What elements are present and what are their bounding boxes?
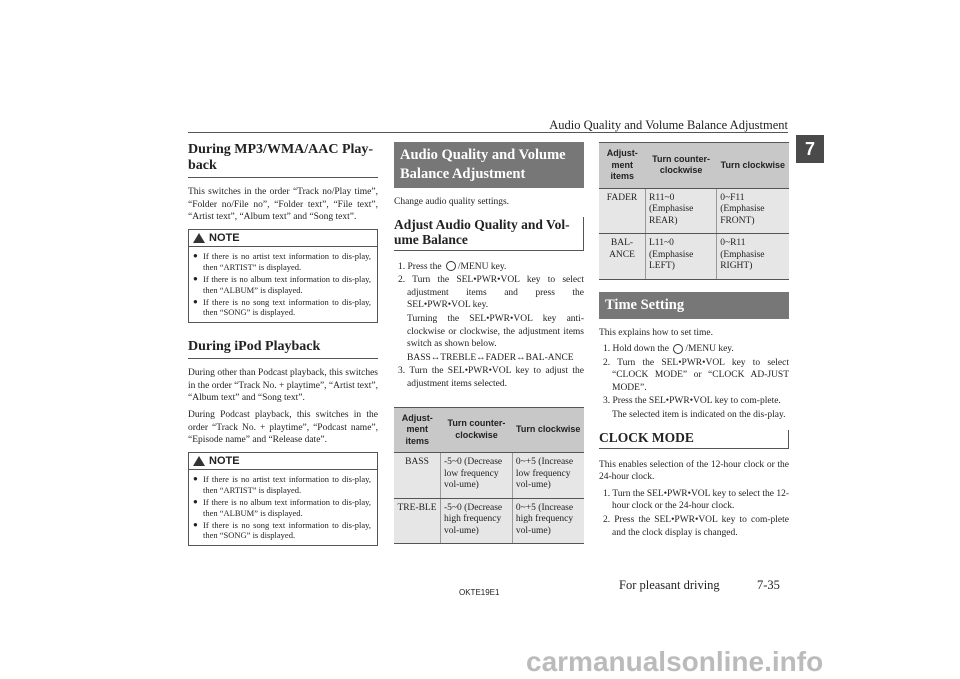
step-1: 1. Press the /MENU key. <box>398 261 507 272</box>
ipod-heading: During iPod Playback <box>188 339 378 359</box>
step-2-detail: Turning the SEL•PWR•VOL key anti-clockwise or clockwise, the adjustment items switch as shown below. <box>407 313 584 350</box>
time-step-2: 2. Turn the SEL•PWR•VOL key to select “CLOCK MODE” or “CLOCK AD-JUST MODE”. <box>603 357 789 393</box>
menu-key-icon <box>673 344 683 354</box>
note-item: ● If there is no album text information to dis-play, then “ALBUM” is displayed. <box>203 274 371 296</box>
warning-icon <box>193 233 205 243</box>
clock-step-1: 1. Turn the SEL•PWR•VOL key to select the 12-hour clock or the 24-hour clock. <box>603 488 789 512</box>
chapter-tab: 7 <box>796 135 824 163</box>
step-3: 3. Turn the SEL•PWR•VOL key to adjust the adjustment items selected. <box>398 366 584 389</box>
table-header: Turn clockwise <box>512 407 584 453</box>
clock-text: This enables selection of the 12-hour clock or the 24-hour clock. <box>599 459 789 483</box>
table-row: FADER R11~0 (Emphasise REAR) 0~F11 (Emphasise FRONT) <box>599 188 789 234</box>
warning-icon <box>193 456 205 466</box>
column-2 <box>394 142 584 552</box>
note-header <box>189 453 377 471</box>
ipod-text-2: During Podcast playback, this switches in the order “Track No. + playtime”, “Podcast name”, “Episode name” and “Release date”. <box>188 409 378 446</box>
table-header: Turn counter-clockwise <box>441 407 513 453</box>
note-header <box>189 230 377 248</box>
header-rule <box>188 132 788 133</box>
intro-text: Change audio quality settings. <box>394 197 510 207</box>
time-intro: This explains how to set time. <box>599 327 713 338</box>
subsection-heading: Adjust Audio Quality and Vol-ume Balance <box>394 217 584 251</box>
time-step-1: 1. Hold down the /MENU key. <box>603 344 734 355</box>
note-label: NOTE <box>209 454 240 467</box>
document-code: OKTE19E1 <box>459 588 500 597</box>
running-title: Audio Quality and Volume Balance Adjustment <box>549 118 788 132</box>
ipod-text-1: During other than Podcast playback, this switches in the order “Track No. + playtime”, “Artist text”, “Album text” and “Song text”. <box>188 368 378 404</box>
time-step-3-detail: The selected item is indicated on the dis-play. <box>612 410 786 421</box>
table-row: TRE-BLE -5~0 (Decrease high frequency vol-ume) 0~+5 (Increase high frequency vol-ume) <box>394 498 584 544</box>
mp3-text: This switches in the order “Track no/Play time”, “Folder no/File no”, “Folder text”, “File text”, “Artist text”, “Album text” and “Song text”. <box>188 187 378 223</box>
table-header: Turn clockwise <box>717 143 789 189</box>
mp3-heading: During MP3/WMA/AAC Play-back <box>188 142 378 178</box>
note-item: ● If there is no artist text information to dis-play, then “ARTIST” is displayed. <box>203 251 371 273</box>
note-item: ● If there is no album text information to dis-play, then “ALBUM” is displayed. <box>203 497 371 519</box>
note-label: NOTE <box>209 231 240 244</box>
time-setting-banner: Time Setting <box>599 292 789 319</box>
watermark: carmanualsonline.info <box>526 646 824 677</box>
menu-key-icon <box>446 261 456 271</box>
column-3 <box>599 142 789 545</box>
time-step-3: 3. Press the SEL•PWR•VOL key to com-plete. <box>603 396 781 407</box>
balance-adjust-table <box>599 142 789 280</box>
note-item: ● If there is no artist text information to dis-play, then “ARTIST” is displayed. <box>203 474 371 496</box>
clock-mode-heading: CLOCK MODE <box>599 430 789 449</box>
column-1 <box>188 142 378 554</box>
table-row: BAL-ANCE L11~0 (Emphasise LEFT) 0~R11 (Emphasise RIGHT) <box>599 234 789 280</box>
note-item: ● If there is no song text information to dis-play, then “SONG” is displayed. <box>203 520 371 542</box>
section-banner: Audio Quality and Volume Balance Adjustment <box>394 142 584 188</box>
table-header: Adjust-ment items <box>394 407 441 453</box>
table-header: Adjust-ment items <box>599 143 646 189</box>
clock-step-2: 2. Press the SEL•PWR•VOL key to com-plete and the clock display is changed. <box>603 515 789 538</box>
page-number: 7-35 <box>757 578 780 592</box>
table-row: BASS -5~0 (Decrease low frequency vol-ume) 0~+5 (Increase low frequency vol-ume) <box>394 453 584 499</box>
note-box-1 <box>188 229 378 323</box>
table-header: Turn counter-clockwise <box>646 143 717 189</box>
note-box-2 <box>188 452 378 546</box>
audio-adjust-table <box>394 407 584 545</box>
note-item: ● If there is no song text information to dis-play, then “SONG” is displayed. <box>203 297 371 319</box>
step-2-sequence: BASS↔TREBLE↔FADER↔BAL-ANCE <box>407 352 574 363</box>
chapter-name: For pleasant driving <box>619 578 720 592</box>
step-2: 2. Turn the SEL•PWR•VOL key to select adjustment items and press the SEL•PWR•VOL key. <box>398 275 584 311</box>
